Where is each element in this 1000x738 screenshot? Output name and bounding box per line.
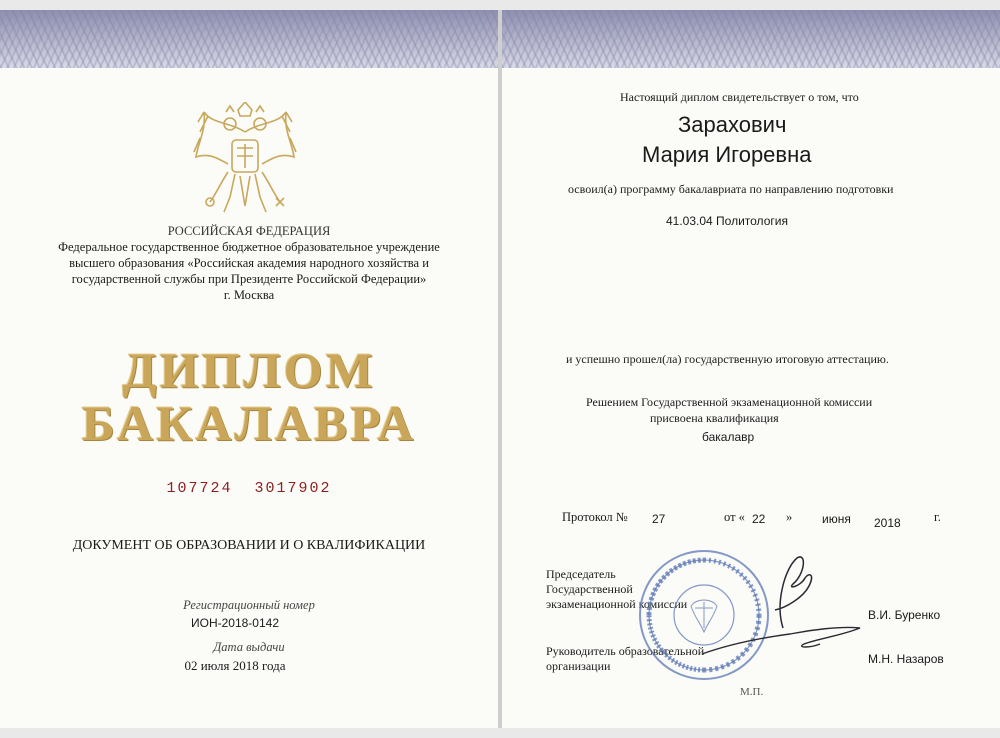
decision-line2: присвоена квалификация xyxy=(650,411,779,425)
institution-line: государственной службы при Президенте Российской Федерации» xyxy=(71,272,427,286)
protocol-quote-close: » xyxy=(786,510,793,524)
chair-title-line: Государственной xyxy=(546,582,633,596)
head-name: М.Н. Назаров xyxy=(868,652,944,666)
protocol-year: 2018 xyxy=(874,516,901,530)
diploma-title-line1: ДИПЛОМ xyxy=(122,342,376,398)
protocol-date-prefix: от « xyxy=(724,510,745,524)
attestation-text: и успешно прошел(ла) государственную итоговую аттестацию. xyxy=(566,352,889,366)
registration-label: Регистрационный номер xyxy=(183,598,315,612)
head-title-line: Руководитель образовательной xyxy=(546,644,705,658)
issue-date-label: Дата выдачи xyxy=(213,640,285,654)
qualification: бакалавр xyxy=(702,430,755,444)
certificate-intro: Настоящий диплом свидетельствует о том, что xyxy=(620,90,859,104)
institution-line: высшего образования «Российская академия народного хозяйства и xyxy=(69,256,429,270)
protocol-number: 27 xyxy=(652,512,666,526)
protocol-year-suffix: г. xyxy=(934,510,941,524)
guilloche-band-left xyxy=(0,10,498,68)
institution-line: Федеральное государственное бюджетное образовательное учреждение xyxy=(58,240,440,254)
head-signature xyxy=(700,614,870,669)
guilloche-band-right xyxy=(502,10,1000,68)
diploma-cover-page xyxy=(0,10,498,728)
serial-number: 107724 3017902 xyxy=(166,480,332,497)
protocol-month: июня xyxy=(822,512,851,526)
diploma-title-line2: БАКАЛАВРА xyxy=(81,395,417,451)
seal-place-mark: М.П. xyxy=(740,686,764,698)
chair-title-line: экзаменационной комиссии xyxy=(546,597,688,611)
country-name: РОССИЙСКАЯ ФЕДЕРАЦИЯ xyxy=(167,224,331,238)
chair-name: В.И. Буренко xyxy=(868,608,941,622)
registration-number: ИОН-2018-0142 xyxy=(190,616,279,630)
protocol-day: 22 xyxy=(752,512,766,526)
document-type: ДОКУМЕНТ ОБ ОБРАЗОВАНИИ И О КВАЛИФИКАЦИИ xyxy=(72,538,426,553)
graduate-surname: Зарахович xyxy=(678,112,787,137)
protocol-label: Протокол № xyxy=(562,510,628,524)
head-title-line: организации xyxy=(546,659,611,673)
institution-city: г. Москва xyxy=(223,288,275,302)
issue-date: 02 июля 2018 года xyxy=(184,658,286,673)
chair-title-line: Председатель xyxy=(546,567,616,581)
double-headed-eagle-emblem xyxy=(190,102,300,217)
program-mastered-text: освоил(а) программу бакалавриата по направлению подготовки xyxy=(568,182,894,196)
program-name: 41.03.04 Политология xyxy=(666,214,788,228)
graduate-given-names: Мария Игоревна xyxy=(642,142,812,167)
decision-line1: Решением Государственной экзаменационной комиссии xyxy=(586,395,873,409)
